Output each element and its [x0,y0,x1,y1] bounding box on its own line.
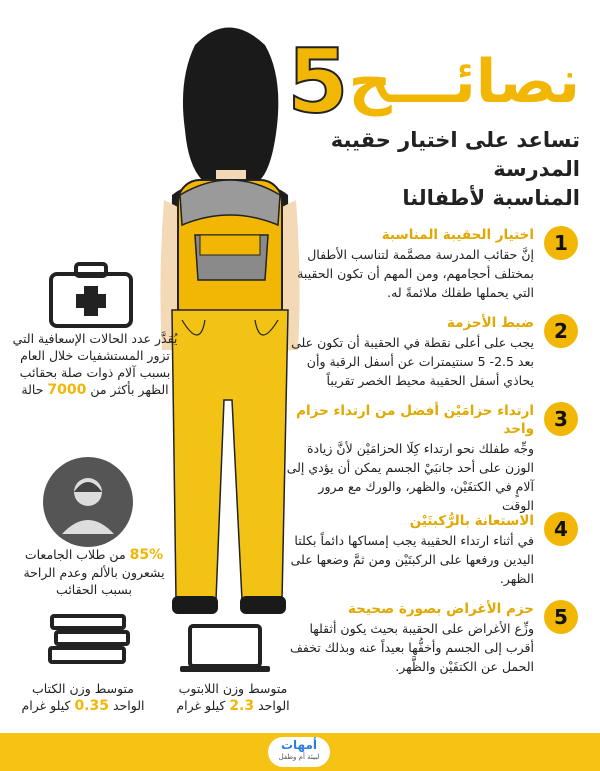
first-aid-kit-icon [48,262,134,328]
stat-laptop-prefix: الواحد [258,698,290,713]
subtitle-line2: المناسبة لأطفالنا [402,186,580,210]
stat-students-number: 85% [129,547,164,563]
tip-body-3: وجِّه طفلك نحو ارتداء كِلَا الحزامَيْن لأنَّ زيادة الوزن على أحد جانبَيْ الجسم يمكن أن يؤدي إلى آلامٍ في الكتفَيْن، والظهر، والورك مع مرور الوقت [286,441,534,513]
stat-laptop-number: 2.3 [229,698,255,714]
stat-books [8,680,158,715]
tip-title-4: الاستعانة بالرُّكبتَيْن [409,513,534,529]
tip-body-1: إنَّ حقائب المدرسة مصمَّمة لتناسب الأطفال بمختلف أحجامهم، ومن المهم أن تكون الحقيبة التي يحملها طفلك ملائمةً له. [297,247,534,300]
stat-laptop-line1: متوسط وزن اللابتوب [178,681,288,696]
stat-hospital-number: 7000 [47,382,87,398]
stat-hospital [10,330,180,399]
title-number: 5 [287,30,349,133]
tip-number-5: 5 [544,600,578,634]
brand-logo [268,737,330,767]
tip-body-4: في أثناء ارتداء الحقيبة يجب إمساكها دائماً بكلتا اليدين ورفعها على الركبتَيْن ومن ثمَّ وضعها على الظهر. [290,533,534,586]
tip-body-2: يجب على أعلى نقطة في الحقيبة أن تكون على بعد 2.5- 5 سنتيمترات عن أسفل الرقبة وأن يحاذي أسفل الحقيبة محيط الخصر تقريباً [291,335,534,388]
brand-logo-name: أمهات [280,738,318,752]
stat-students [14,546,174,598]
subtitle-line1: تساعد على اختيار حقيبة المدرسة [330,128,580,181]
stat-students-text: من طلاب الجامعات يشعرون بالألم وعدم الراحة بسبب الحقائب [23,547,165,597]
laptop-icon [178,624,272,674]
stat-hospital-unit: حالة [21,382,44,397]
subtitle [280,126,580,213]
child-backpack-illustration [150,20,305,620]
tip-number-4: 4 [544,512,578,546]
stat-books-prefix: الواحد [112,698,145,713]
stat-books-line1: متوسط وزن الكتاب [32,681,134,696]
tip-number-2: 2 [544,314,578,348]
tip-number-1: 1 [544,226,578,260]
tip-title-2: ضبط الأحزمة [446,315,534,331]
student-avatar-icon [42,456,134,548]
tip-title-1: اختيار الحقيبة المناسبة [381,227,534,243]
tip-title-5: حزم الأغراض بصورة صحيحة [348,601,534,617]
tip-title-3: ارتداء حزامَيْن أفضل من ارتداء حزام واحد [296,403,534,437]
tip-number-3: 3 [544,402,578,436]
books-stack-icon [48,612,132,668]
tip-body-5: وزِّع الأغراض على الحقيبة بحيث يكون أثقلها أقرب إلى الجسم وأخفُّها بعيداً عنه وبذلك تخفف الحمل عن الكتفَيْن والظَّهر. [289,621,534,674]
stat-books-number: 0.35 [74,698,109,714]
title-word: نصائـــح [348,47,580,117]
stat-laptop [168,680,298,715]
stat-laptop-unit: كيلو غرام [176,698,226,713]
brand-logo-tagline: لبيئة أم وطفل [278,753,320,761]
stat-hospital-text: يُقدَّر عدد الحالات الإسعافية التي تزور المستشفيات خلال العام بسبب آلام ذوات صلة بحقائب الظهر بأكثر من [12,331,178,397]
stat-books-unit: كيلو غرام [21,698,71,713]
